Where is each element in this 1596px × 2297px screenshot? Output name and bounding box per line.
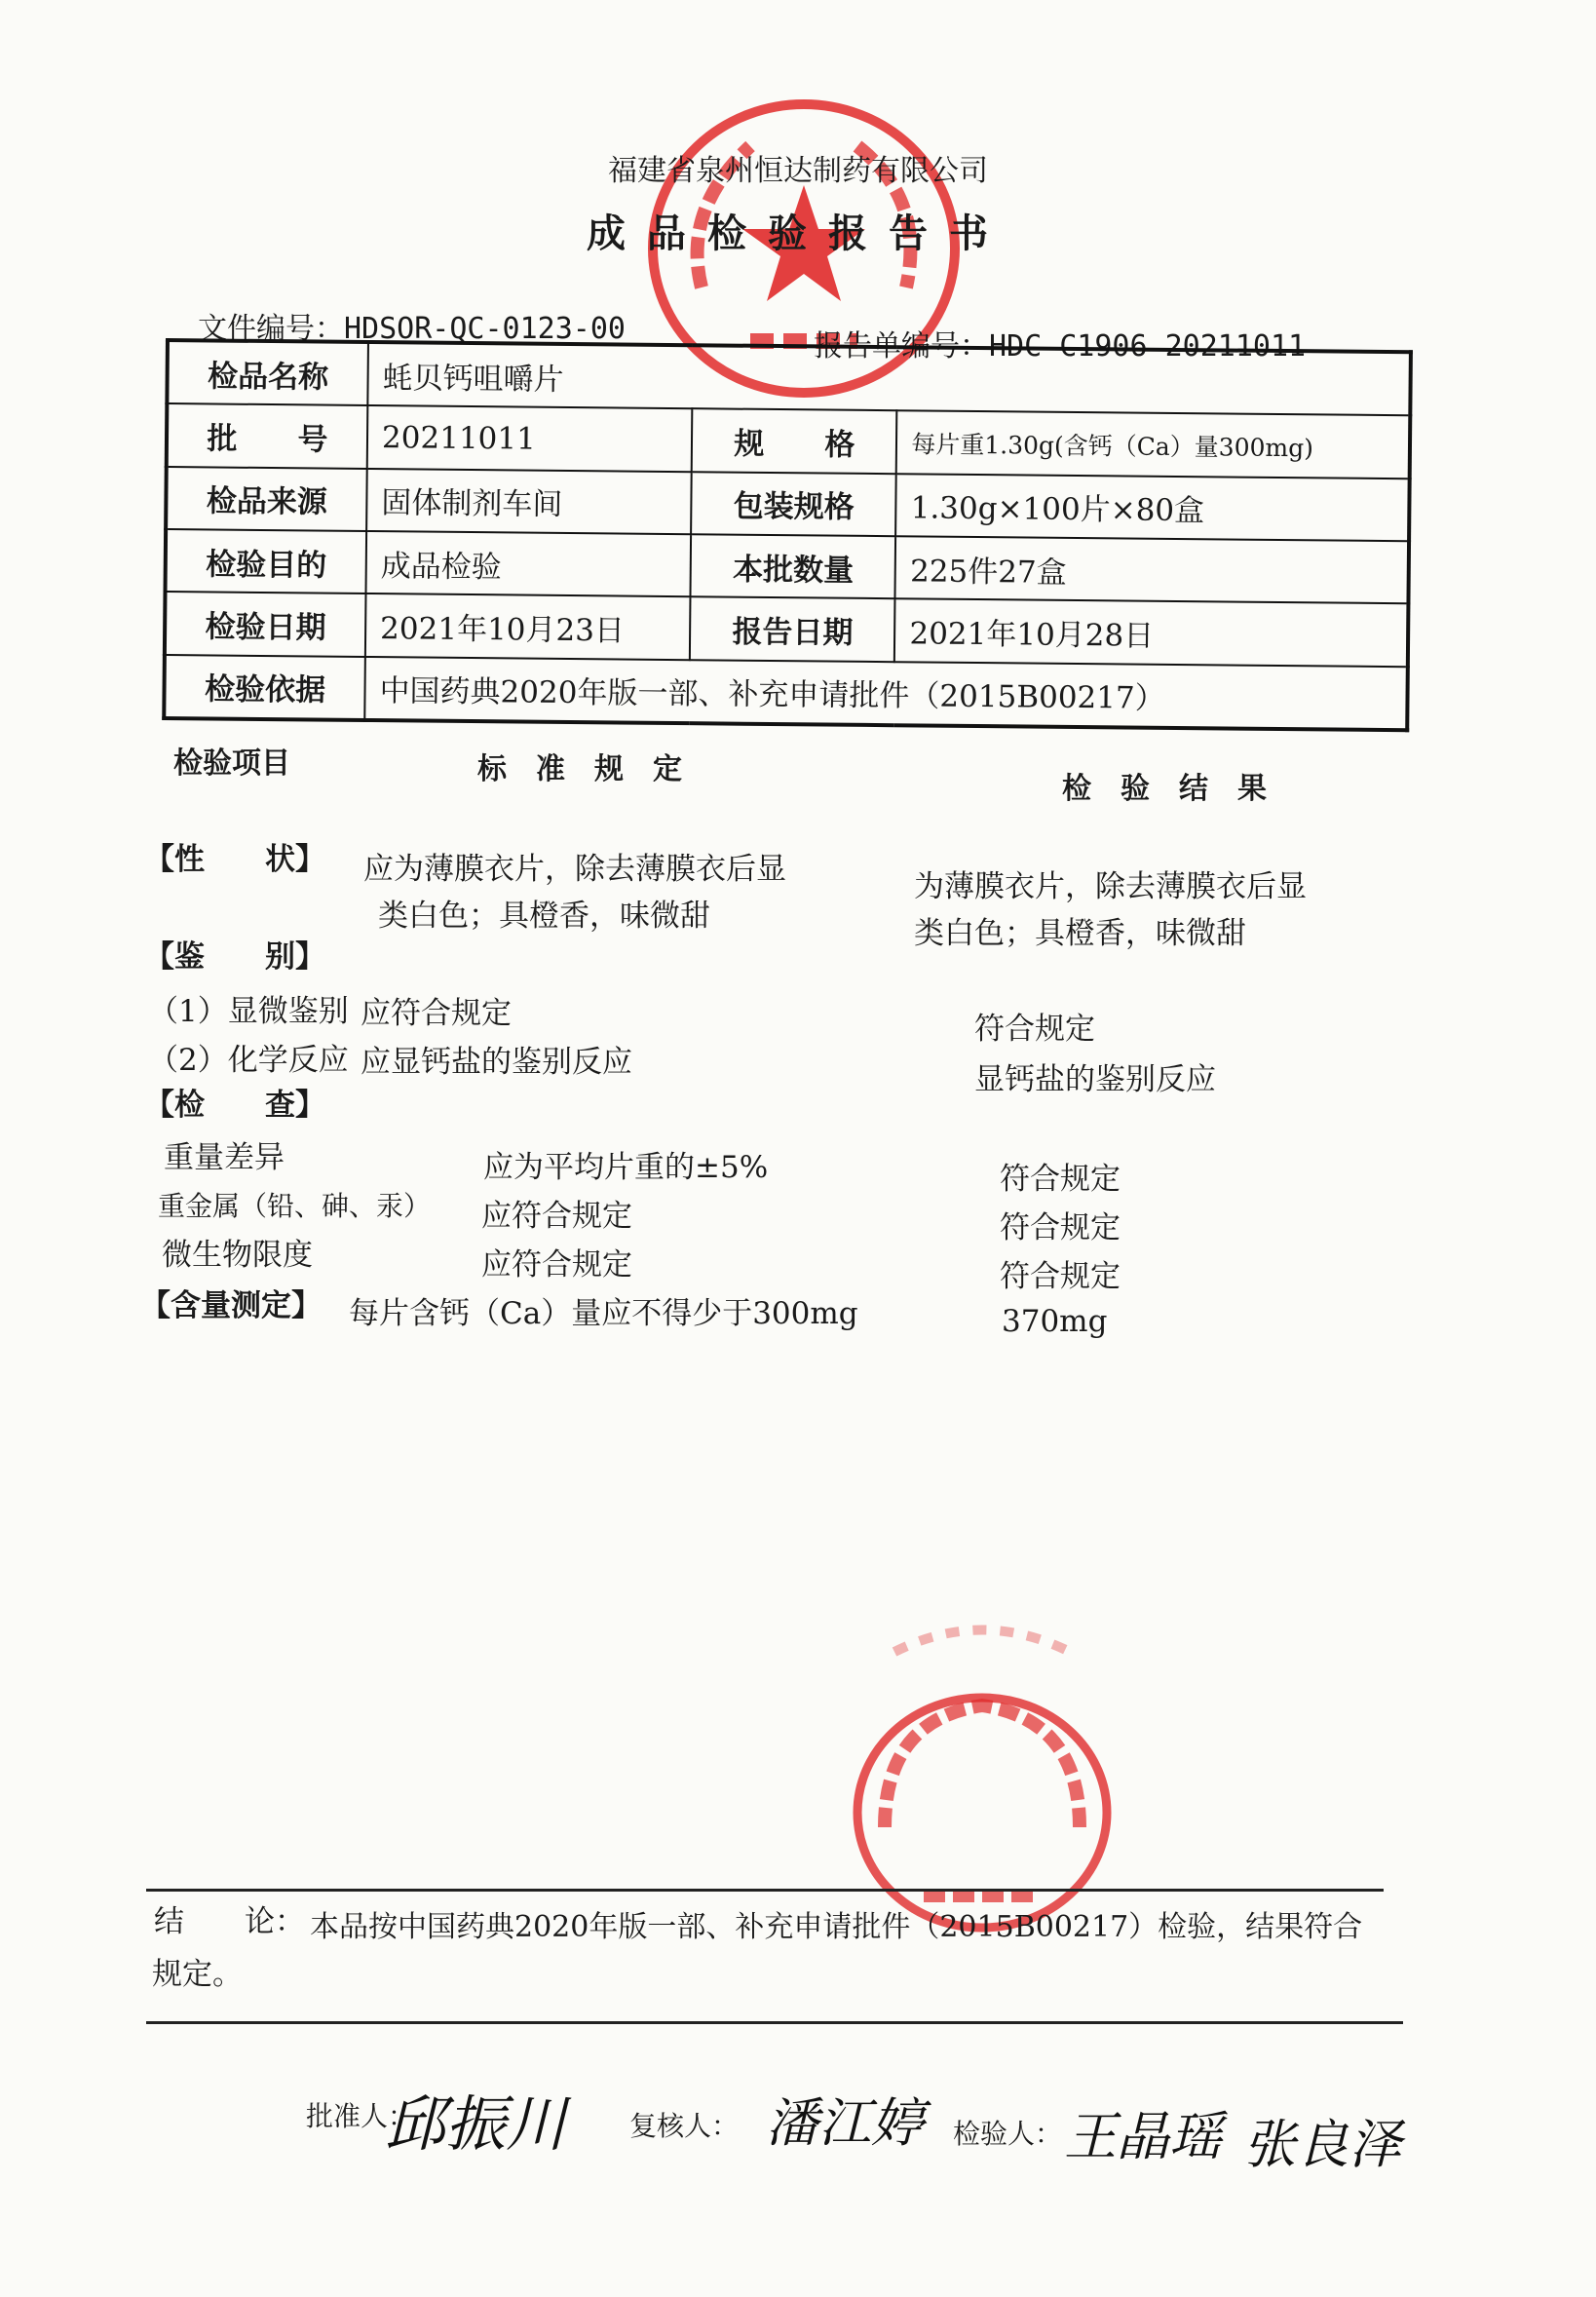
package-value: 1.30g×100片×80盒 bbox=[895, 474, 1409, 541]
weight-variation-result: 符合规定 bbox=[1000, 1162, 1121, 1197]
batch-number: 20211011 bbox=[367, 405, 693, 471]
conclusion-bottom-rule bbox=[146, 2021, 1403, 2024]
document-number-label: 文件编号： bbox=[198, 312, 344, 346]
product-name: 蚝贝钙咀嚼片 bbox=[367, 342, 1411, 416]
heavy-metals-result: 符合规定 bbox=[1000, 1210, 1121, 1245]
conclusion-top-rule bbox=[146, 1889, 1384, 1892]
reviewer-signature: 潘江婷 bbox=[766, 2092, 924, 2154]
column-header-item: 检验项目 bbox=[173, 747, 290, 781]
basis-label: 检验依据 bbox=[164, 655, 365, 720]
inspector-signature-2: 张良泽 bbox=[1243, 2114, 1401, 2175]
appearance-standard-line1: 应为薄膜衣片，除去薄膜衣后显 bbox=[363, 852, 786, 887]
conclusion-text-line2: 规定。 bbox=[152, 1957, 243, 1992]
appearance-standard-line2: 类白色；具橙香，味微甜 bbox=[378, 899, 710, 934]
appearance-label: 【性 状】 bbox=[144, 842, 325, 877]
spec-value: 每片重1.30g(含钙（Ca）量300mg) bbox=[896, 411, 1410, 479]
appearance-result-line2: 类白色；具橙香，味微甜 bbox=[914, 916, 1246, 951]
microbial-limit-result: 符合规定 bbox=[1000, 1259, 1121, 1294]
identification-label: 【鉴 别】 bbox=[144, 939, 325, 975]
appearance-result-line1: 为薄膜衣片，除去薄膜衣后显 bbox=[914, 869, 1307, 904]
identification-2-name: （2）化学反应 bbox=[148, 1043, 349, 1078]
identification-1-standard: 应符合规定 bbox=[361, 996, 512, 1031]
company-name: 福建省泉州恒达制药有限公司 bbox=[608, 154, 988, 188]
basis-value: 中国药典2020年版一部、补充申请批件（2015B00217） bbox=[364, 657, 1408, 731]
report-number-label: 报告单编号： bbox=[814, 329, 989, 364]
quantity-value: 225件27盒 bbox=[895, 536, 1409, 603]
source-label: 检品来源 bbox=[166, 467, 367, 531]
report-number-value: HDC C1906 20211011 bbox=[989, 329, 1307, 364]
product-info-table bbox=[162, 338, 1413, 732]
document-number-value: HDSOR-QC-0123-00 bbox=[344, 312, 626, 346]
microbial-limit-standard: 应符合规定 bbox=[481, 1247, 632, 1282]
assay-label: 【含量测定】 bbox=[140, 1288, 322, 1323]
heavy-metals-name: 重金属（铅、砷、汞） bbox=[158, 1190, 432, 1222]
microbial-limit-name: 微生物限度 bbox=[162, 1238, 313, 1273]
assay-standard: 每片含钙（Ca）量应不得少于300mg bbox=[349, 1296, 858, 1331]
package-label: 包装规格 bbox=[691, 472, 896, 536]
identification-1-result: 符合规定 bbox=[974, 1012, 1095, 1047]
check-label: 【检 查】 bbox=[144, 1088, 325, 1123]
heavy-metals-standard: 应符合规定 bbox=[481, 1199, 632, 1234]
purpose-value: 成品检验 bbox=[365, 531, 691, 596]
inspector-signature-1: 王晶瑶 bbox=[1064, 2106, 1222, 2167]
report-date-label: 报告日期 bbox=[690, 596, 895, 661]
report-date-value: 2021年10月28日 bbox=[894, 598, 1408, 666]
column-header-result: 检 验 结 果 bbox=[1062, 772, 1267, 806]
identification-2-standard: 应显钙盐的鉴别反应 bbox=[361, 1045, 632, 1080]
quantity-label: 本批数量 bbox=[691, 534, 896, 598]
column-header-standard: 标 准 规 定 bbox=[477, 752, 682, 786]
identification-1-name: （1）显微鉴别 bbox=[148, 994, 349, 1029]
weight-variation-name: 重量差异 bbox=[164, 1140, 285, 1175]
purpose-label: 检验目的 bbox=[166, 529, 367, 593]
report-title: 成品检验报告书 bbox=[587, 211, 1009, 256]
conclusion-label: 结 论： bbox=[154, 1904, 305, 1939]
product-name-label: 检品名称 bbox=[167, 340, 368, 405]
weight-variation-standard: 应为平均片重的±5% bbox=[483, 1150, 769, 1185]
inspection-seal-bottom bbox=[836, 1613, 1128, 1934]
conclusion-text-line1: 本品按中国药典2020年版一部、补充申请批件（2015B00217）检验，结果符合 bbox=[310, 1910, 1363, 1944]
approver-signature: 邱振川 bbox=[385, 2088, 567, 2160]
spec-label: 规 格 bbox=[692, 409, 897, 474]
batch-label: 批 号 bbox=[167, 403, 368, 468]
identification-2-result: 显钙盐的鉴别反应 bbox=[974, 1062, 1216, 1097]
test-date-value: 2021年10月23日 bbox=[365, 593, 691, 659]
assay-result: 370mg bbox=[1002, 1304, 1108, 1339]
approver-label: 批准人： bbox=[306, 2100, 416, 2132]
inspector-label: 检验人： bbox=[953, 2118, 1063, 2150]
reviewer-label: 复核人： bbox=[629, 2110, 740, 2142]
test-date-label: 检验日期 bbox=[165, 592, 366, 656]
source-value: 固体制剂车间 bbox=[366, 469, 692, 534]
